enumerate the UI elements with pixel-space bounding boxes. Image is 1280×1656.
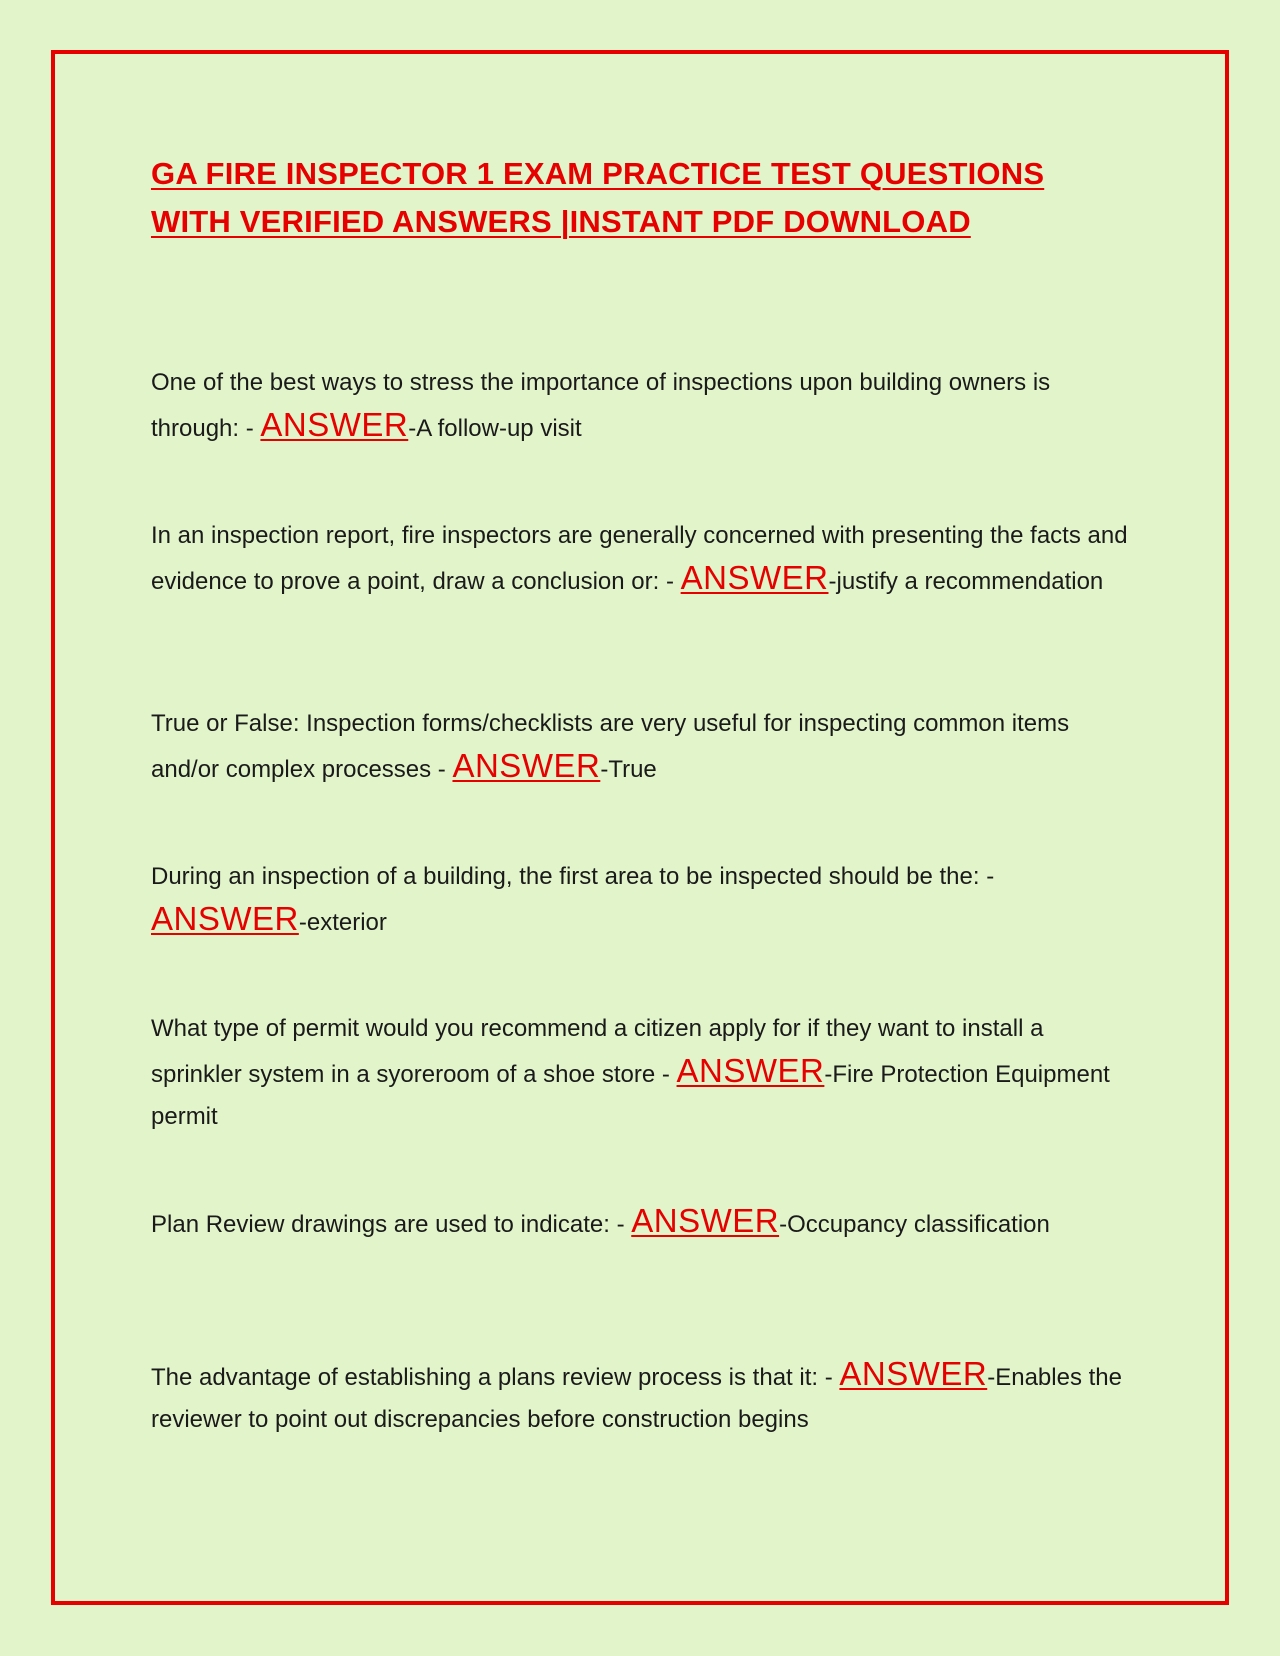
answer-text: Fire Protection Equipment permit	[151, 1061, 1110, 1130]
answer-text: True	[608, 756, 657, 783]
answer-text: justify a recommendation	[836, 568, 1104, 595]
qa-item-5	[151, 1008, 1136, 1138]
answer-label: ANSWER	[631, 1202, 780, 1239]
answer-text: A follow-up visit	[416, 415, 582, 442]
qa-item-6	[151, 1200, 1136, 1246]
answer-prefix: -	[298, 909, 307, 936]
separator: -	[655, 1061, 677, 1088]
answer-text: exterior	[306, 909, 387, 936]
qa-item-3	[151, 703, 1136, 791]
separator: -	[979, 863, 995, 890]
answer-text: Enables the reviewer to point out discrepancies before construction begins	[151, 1364, 1122, 1433]
question-text: In an inspection report, fire inspectors are generally concerned with presenting the facts and evidence to prove a point, draw a conclusion or:	[151, 522, 1128, 595]
question-text: One of the best ways to stress the importance of inspections upon building owners is through:	[151, 369, 1051, 442]
qa-item-4	[151, 856, 1136, 944]
answer-prefix: -	[824, 1061, 833, 1088]
answer-label: ANSWER	[839, 1355, 988, 1392]
answer-label: ANSWER	[452, 747, 601, 784]
question-text: During an inspection of a building, the first area to be inspected should be the:	[151, 863, 980, 890]
answer-prefix: -	[828, 568, 837, 595]
separator: -	[659, 568, 681, 595]
answer-label: ANSWER	[151, 900, 299, 937]
separator: -	[609, 1211, 632, 1238]
question-text: What type of permit would you recommend a citizen apply for if they want to install a sprinkler system in a syoreroom of a shoe store	[151, 1015, 1044, 1088]
separator: -	[239, 415, 261, 442]
answer-label: ANSWER	[260, 406, 409, 443]
answer-prefix: -	[987, 1364, 996, 1391]
question-text: Plan Review drawings are used to indicate:	[151, 1211, 610, 1238]
separator: -	[431, 756, 453, 783]
answer-label: ANSWER	[676, 1052, 825, 1089]
qa-item-7	[151, 1353, 1136, 1441]
question-text: True or False: Inspection forms/checklists are very useful for inspecting common items and/or complex processes	[151, 710, 1070, 783]
answer-prefix: -	[408, 415, 417, 442]
answer-label: ANSWER	[680, 559, 829, 596]
qa-item-2	[151, 515, 1136, 603]
question-text: The advantage of establishing a plans review process is that it:	[151, 1364, 819, 1391]
answer-prefix: -	[779, 1211, 788, 1238]
answer-prefix: -	[600, 756, 609, 783]
document-title: GA FIRE INSPECTOR 1 EXAM PRACTICE TEST QUESTIONS WITH VERIFIED ANSWERS |INSTANT PDF DOWNLOAD	[151, 156, 1045, 239]
separator: -	[818, 1364, 840, 1391]
answer-text: Occupancy classification	[787, 1211, 1050, 1238]
qa-item-1	[151, 362, 1136, 450]
